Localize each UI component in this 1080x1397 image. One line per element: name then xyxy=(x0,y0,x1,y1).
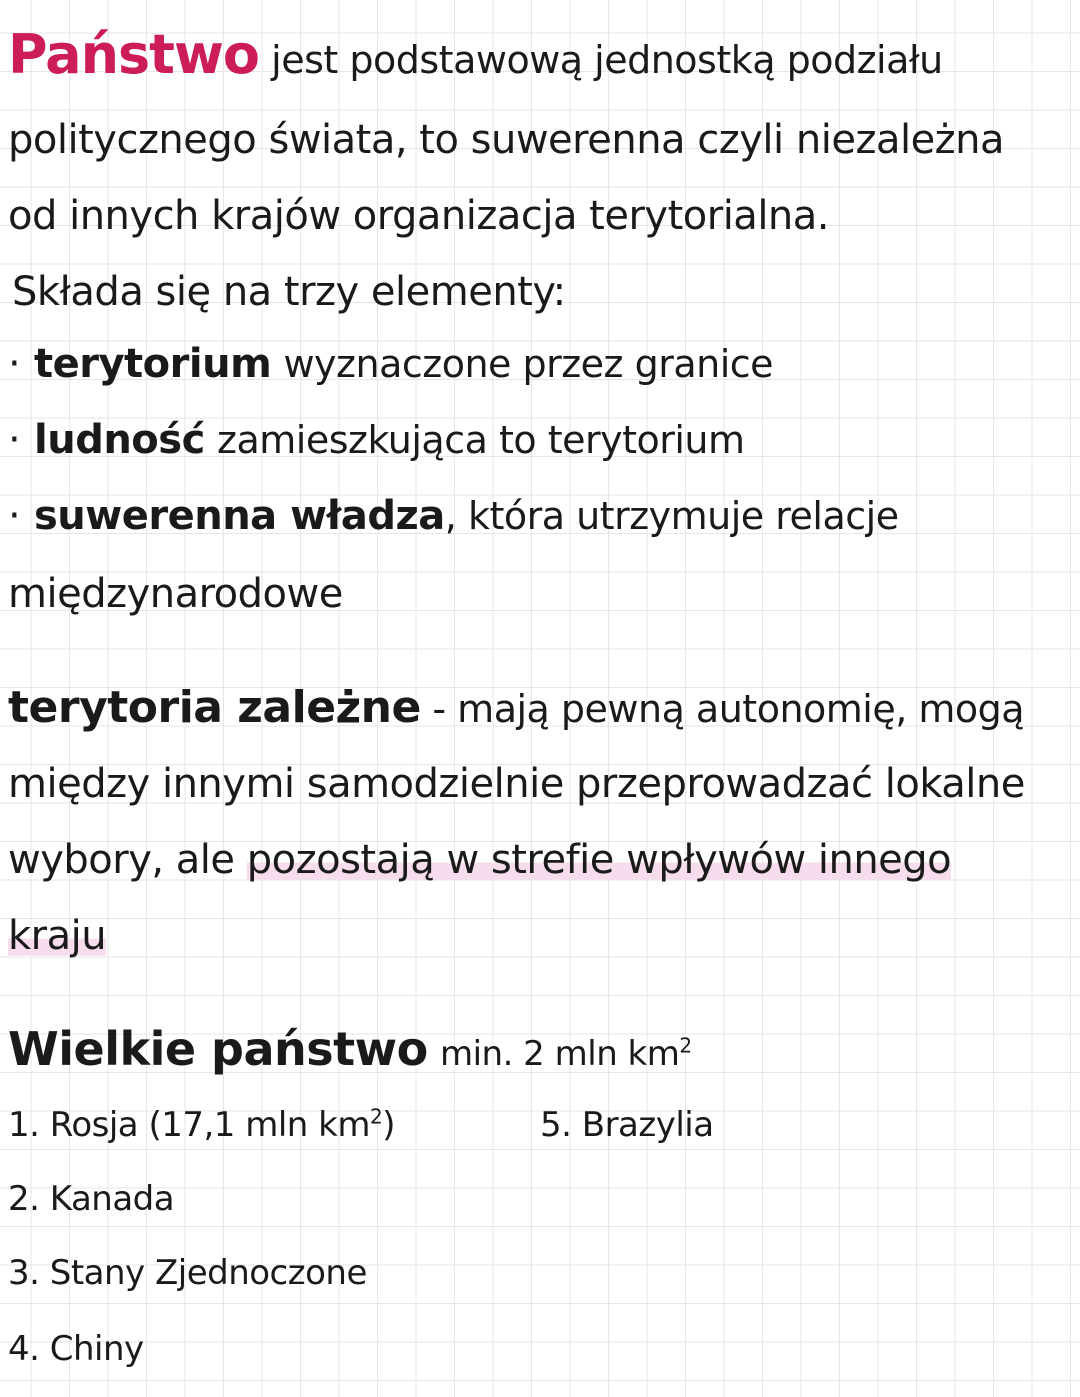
big-states-heading-line xyxy=(8,1022,692,1076)
intro-line-1 xyxy=(8,23,943,86)
element-term: suwerenna władza xyxy=(34,493,445,539)
intro-line-3: od innych krajów organizacja terytorialna. xyxy=(8,193,830,239)
element-text: zamieszkująca to terytorium xyxy=(217,418,745,462)
dependent-term: terytoria zależne xyxy=(8,682,421,733)
dependent-line-1-text: - mają pewną autonomię, mogą xyxy=(420,687,1025,731)
element-item-territory xyxy=(8,341,774,387)
bullet: · xyxy=(8,417,21,463)
bullet: · xyxy=(8,493,21,539)
highlighted-text: kraju xyxy=(8,913,107,959)
list-item: 3. Stany Zjednoczone xyxy=(8,1253,367,1293)
dependent-line-2: między innymi samodzielnie przeprowadzać lokalne xyxy=(8,761,1025,807)
dependent-line-4 xyxy=(8,913,107,959)
intro-line-2: politycznego świata, to suwerenna czyli niezależna xyxy=(8,117,1005,163)
elements-continuation: międzynarodowe xyxy=(8,571,343,617)
element-item-population xyxy=(8,417,745,463)
highlighted-text: pozostają w strefie wpływów innego xyxy=(246,837,952,883)
element-term: ludność xyxy=(34,417,205,463)
element-item-authority xyxy=(8,493,899,539)
dependent-line-1 xyxy=(8,682,1025,733)
title-panstwo: Państwo xyxy=(8,23,259,86)
list-item: 4. Chiny xyxy=(8,1329,144,1369)
element-text: , która utrzymuje relacje xyxy=(444,494,899,538)
element-text: wyznaczone przez granice xyxy=(283,342,774,386)
intro-line-1-text: jest podstawową jednostką podziału xyxy=(271,38,943,82)
big-states-heading: Wielkie państwo xyxy=(8,1022,428,1076)
dependent-line-3 xyxy=(8,837,952,883)
element-term: terytorium xyxy=(34,341,272,387)
dependent-line-3-plain: wybory, ale xyxy=(8,837,247,883)
list-item: 5. Brazylia xyxy=(540,1105,714,1145)
list-item: 1. Rosja (17,1 mln $km^2$) xyxy=(8,1104,395,1145)
list-item: 2. Kanada xyxy=(8,1179,175,1219)
bullet: · xyxy=(8,341,21,387)
big-states-criterion: min. 2 mln $km^2$ xyxy=(439,1033,692,1074)
intro-line-4: Składa się na trzy elementy: xyxy=(12,269,566,315)
